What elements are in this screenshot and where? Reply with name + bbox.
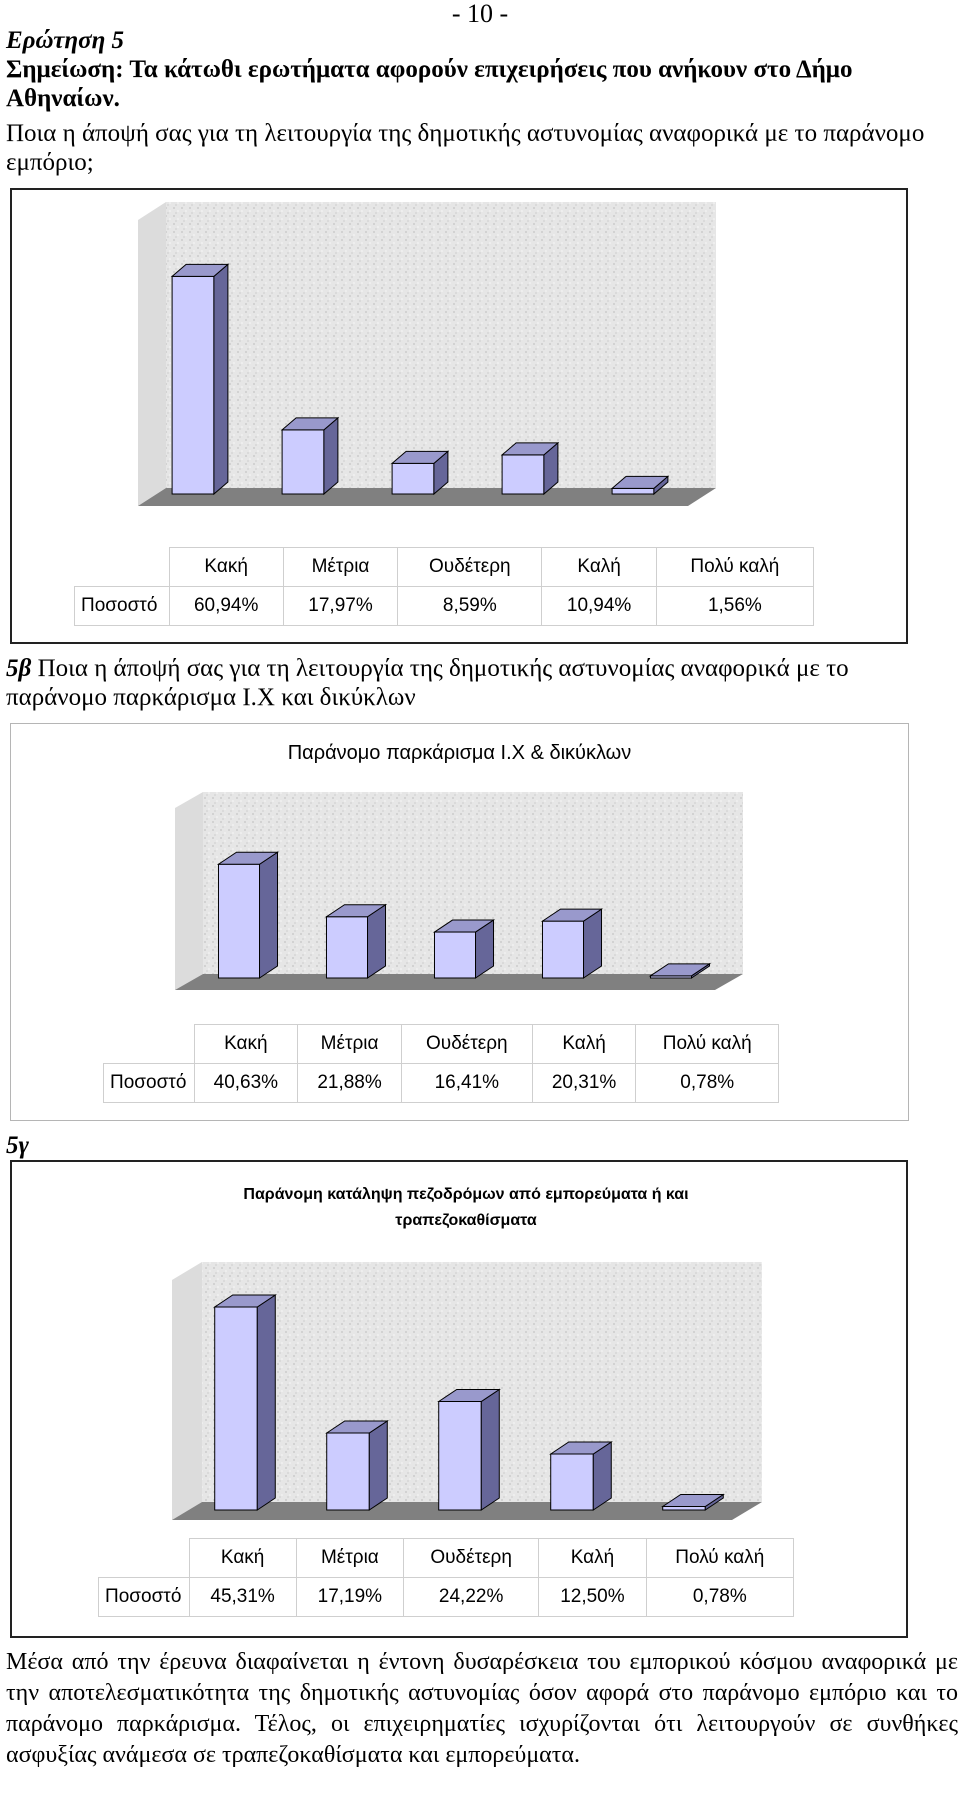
chart-1-category-label: Μέτρια: [283, 548, 397, 587]
bar: [502, 443, 558, 494]
chart-3-category-label: Κακή: [189, 1539, 296, 1578]
chart-1-row-label: Ποσοστό: [75, 587, 170, 626]
table-corner: [99, 1539, 190, 1578]
chart-1-value-label: 1,56%: [656, 587, 813, 626]
chart-3-category-label: Ουδέτερη: [404, 1539, 539, 1578]
conclusion-paragraph: Μέσα από την έρευνα διαφαίνεται η έντονη δυσαρέσκεια του εμπορικού κόσμου αναφορικά με την αποτελεσματικότητα της δημοτικής αστυνομίας όσον αφορά στο παράνομο εμπόριο και το παράνομο παρκάρισμα. Τέλος, οι επιχειρηματίες ισχυρίζονται ότι λειτουργούν σε συνθήκες ασφυξίας ανάμεσα σε τραπεζοκαθίσματα και εμπορεύματα.: [6, 1649, 958, 1768]
chart-3-value-label: 12,50%: [539, 1578, 646, 1617]
chart-1-category-label: Ουδέτερη: [398, 548, 542, 587]
bar-side: [368, 905, 386, 978]
chart-2-value-label: 20,31%: [532, 1064, 636, 1103]
bar-front: [327, 1433, 370, 1510]
chart-2-data-table: [103, 1024, 779, 1103]
chart-2-category-label: Μέτρια: [298, 1025, 402, 1064]
side-wall: [175, 792, 203, 990]
chart-2-value-label: 0,78%: [636, 1064, 779, 1103]
chart-2-frame: [10, 723, 909, 1121]
bar-front: [326, 917, 367, 978]
chart-1-category-label: Καλή: [542, 548, 656, 587]
bar-side: [324, 418, 338, 494]
side-wall: [172, 1262, 202, 1520]
chart-2-value-label: 40,63%: [194, 1064, 298, 1103]
chart-1-value-label: 10,94%: [542, 587, 656, 626]
section-b-label: 5β: [6, 655, 32, 682]
bar-front: [282, 430, 324, 494]
question-text: Ποια η άποψή σας για τη λειτουργία της δημοτικής αστυνομίας αναφορικά με το παράνομο εμπόριο;: [6, 120, 925, 176]
question-note: Σημείωση: Τα κάτωθι ερωτήματα αφορούν επιχειρήσεις που ανήκουν στο Δήμο Αθηναίων.: [6, 56, 853, 112]
chart-2-value-label: 16,41%: [401, 1064, 532, 1103]
chart-3-title: Παράνομη κατάληψη πεζοδρόμων από εμπορεύματα ή και τραπεζοκαθίσματα: [243, 1186, 689, 1229]
chart-1-value-label: 17,97%: [283, 587, 397, 626]
bar-front: [542, 921, 583, 978]
bar-front: [663, 1507, 706, 1510]
bar-front: [218, 864, 259, 978]
chart-2-title: Παράνομο παρκάρισμα Ι.Χ & δικύκλων: [287, 742, 632, 764]
side-wall: [138, 202, 166, 506]
section-b-question: [6, 654, 954, 712]
chart-2-category-label: Πολύ καλή: [636, 1025, 779, 1064]
chart-3-row-label: Ποσοστό: [99, 1578, 190, 1617]
back-wall: [166, 202, 716, 488]
chart-3-value-label: 0,78%: [646, 1578, 793, 1617]
chart-1-value-label: 60,94%: [169, 587, 283, 626]
table-corner: [104, 1025, 195, 1064]
chart-3-value-label: 17,19%: [296, 1578, 403, 1617]
bar-front: [172, 276, 214, 494]
bar: [172, 264, 228, 494]
bar-front: [434, 932, 475, 978]
bar-side: [369, 1421, 387, 1510]
bar-side: [481, 1389, 499, 1510]
chart-2-category-label: Καλή: [532, 1025, 636, 1064]
chart-1-category-label: Κακή: [169, 548, 283, 587]
bar: [218, 852, 277, 978]
bar-side: [260, 852, 278, 978]
bar: [439, 1389, 500, 1510]
question-heading: Ερώτηση 5: [6, 27, 125, 54]
chart-3-category-label: Καλή: [539, 1539, 646, 1578]
chart-1-category-label: Πολύ καλή: [656, 548, 813, 587]
table-corner: [75, 548, 170, 587]
chart-1-data-table: [74, 547, 814, 626]
bar: [215, 1295, 276, 1510]
bar: [327, 1421, 388, 1510]
bar-front: [439, 1401, 482, 1510]
bar: [434, 920, 493, 978]
chart-1-frame: [10, 188, 908, 644]
bar: [326, 905, 385, 978]
chart-2-category-label: Ουδέτερη: [401, 1025, 532, 1064]
bar-front: [392, 463, 434, 494]
bar-front: [612, 488, 654, 494]
bar-front: [551, 1454, 594, 1510]
bar: [551, 1442, 612, 1510]
section-c-label: 5γ: [6, 1132, 29, 1159]
chart-3-frame: [10, 1160, 908, 1638]
bar-side: [257, 1295, 275, 1510]
page-number: - 10 -: [451, 0, 509, 28]
bar: [542, 909, 601, 978]
bar-front: [215, 1307, 258, 1510]
chart-2-value-label: 21,88%: [298, 1064, 402, 1103]
chart-3-value-label: 24,22%: [404, 1578, 539, 1617]
chart-1-value-label: 8,59%: [398, 587, 542, 626]
chart-2-row-label: Ποσοστό: [104, 1064, 195, 1103]
chart-3-data-table: [98, 1538, 794, 1617]
chart-2-category-label: Κακή: [194, 1025, 298, 1064]
bar: [282, 418, 338, 494]
bar-front: [502, 455, 544, 494]
chart-3-category-label: Μέτρια: [296, 1539, 403, 1578]
section-b-text: Ποια η άποψή σας για τη λειτουργία της δημοτικής αστυνομίας αναφορικά με το παράνομο παρκάρισμα Ι.Χ και δικύκλων: [6, 655, 849, 711]
bar: [392, 451, 448, 494]
chart-3-value-label: 45,31%: [189, 1578, 296, 1617]
chart-3-category-label: Πολύ καλή: [646, 1539, 793, 1578]
bar-side: [214, 264, 228, 494]
